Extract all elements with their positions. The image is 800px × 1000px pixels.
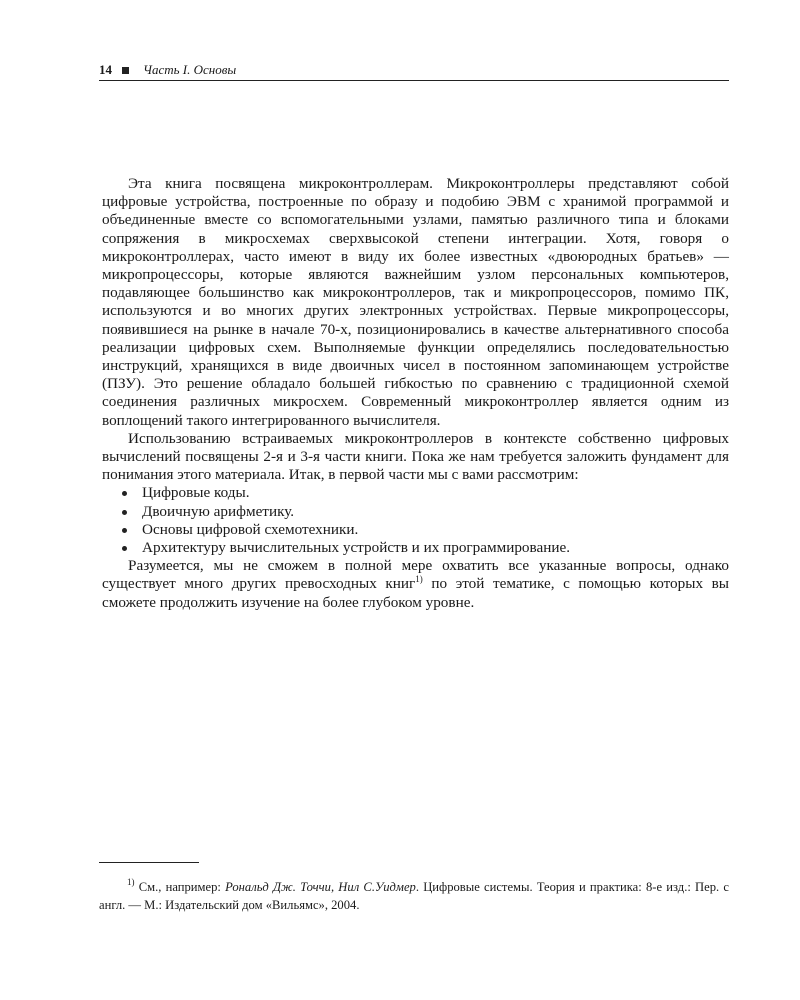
list-item-text: Цифровые коды. xyxy=(142,484,250,502)
page-number: 14 xyxy=(99,62,112,77)
list-item-text: Архитектуру вычислительных устройств и их программирование. xyxy=(142,539,571,557)
bullet-icon xyxy=(122,491,127,496)
bullet-icon xyxy=(122,510,127,515)
list-item xyxy=(102,503,729,521)
list-item-text: Двоичную арифметику. xyxy=(142,502,295,520)
list-item-text: Основы цифровой схемотехники. xyxy=(142,520,359,538)
footnote-authors: Рональд Дж. Точчи, Нил С.Уидмер xyxy=(225,880,416,894)
footnote-separator xyxy=(99,862,199,863)
bullet-icon xyxy=(122,546,127,551)
footnote xyxy=(99,878,729,914)
footnote-lead: См., например: xyxy=(134,880,226,894)
paragraph-parts: Использованию встраиваемых микроконтроллеров в контексте собственно цифровых вычислений посвящены 2-я и 3-я части книги. Пока же нам требуется заложить фундамент для понимания этого материала. Итак, в первой части мы с вами рассмотрим: xyxy=(102,429,729,484)
list-item xyxy=(102,484,729,502)
paragraph-references xyxy=(102,557,729,612)
body-text xyxy=(102,175,729,612)
list-item xyxy=(102,521,729,539)
running-header xyxy=(99,62,729,81)
header-square-bullet xyxy=(122,67,129,74)
part-title: Часть I. Основы xyxy=(143,62,237,77)
topics-list xyxy=(102,484,729,557)
paragraph-text: Разумеется, мы не сможем в полной мере охватить все указанные вопросы, однако существует много других превосходных книг xyxy=(102,557,729,593)
bullet-icon xyxy=(122,528,127,533)
paragraph-text: по этой тематике, с помощью которых вы сможете продолжить изучение на более глубоком уровне. xyxy=(102,575,730,611)
list-item xyxy=(102,539,729,557)
paragraph-intro: Эта книга посвящена микроконтроллерам. Микроконтроллеры представляют собой цифровые устройства, построенные по образу и подобию ЭВМ с хранимой программой и объединенные вместе со вспомогательными узлами, памятью различного типа и блоками сопряжения в микросхемах сверхвысокой степени интеграции. Хотя, говоря о микроконтроллерах, часто имеют в виду их более известных «двоюродных братьев» — микропроцессоры, которые являются важнейшим узлом персональных компьютеров, подавляющее большинство как микроконтроллеров, так и микропроцессоров, помимо ПК, используются и во многих других электронных устройствах. Первые микропроцессоры, появившиеся на рынке в начале 70-х, позиционировались в качестве альтернативного способа реализации цифровых схем. Выполняемые функции определялись последовательностью инструкций, хранящихся в виде двоичных чисел в постоянном запоминающем устройстве (ПЗУ). Это решение обладало большей гибкостью по сравнению с традиционной схемой соединения различных микросхем. Современный микроконтроллер является одним из воплощений такого интегрированного вычислителя. xyxy=(102,175,729,429)
footnote-reference[interactable]: 1) xyxy=(415,574,423,585)
footnote-citation: . Цифровые системы. Теория и практика: 8-е изд.: Пер. с англ. — М.: Издательский дом «Вильямс», 2004. xyxy=(99,880,729,912)
footnote-mark: 1) xyxy=(127,877,135,887)
